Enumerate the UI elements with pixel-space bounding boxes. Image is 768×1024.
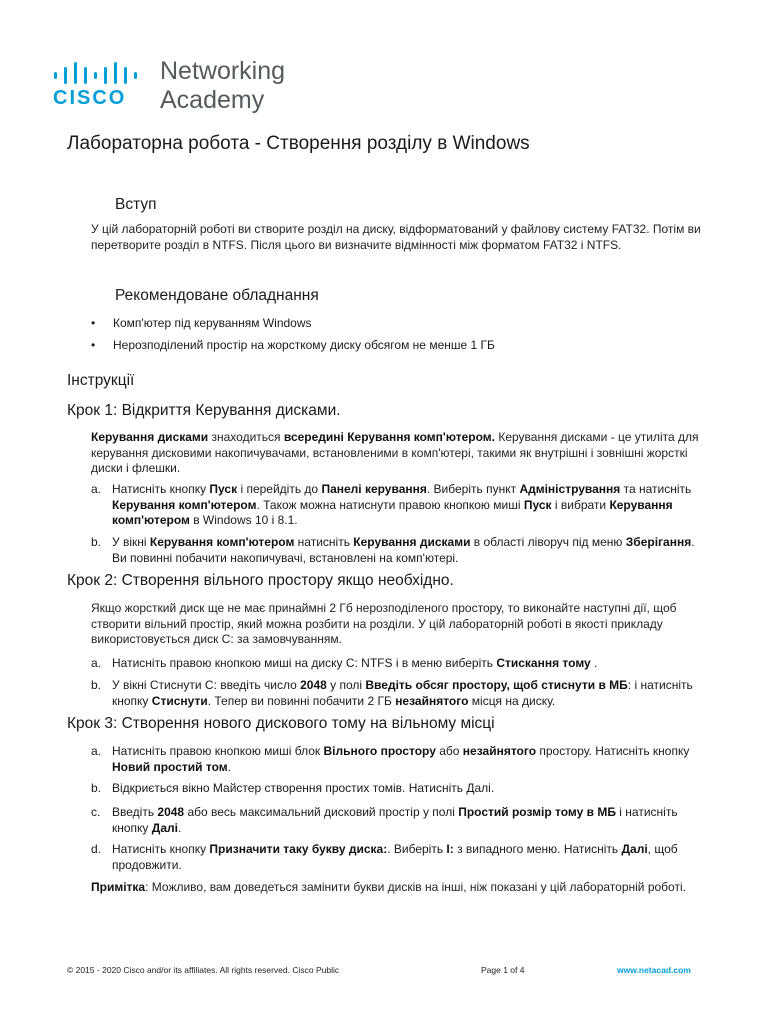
step2-item-b: У вікні Стиснути C: введіть число 2048 у полі Введіть обсяг простору, щоб стиснути в МБ: і натисніть кнопку Стиснути. Тепер ви повинні побачити 2 ГБ незайнятого місця на диску. [112, 678, 693, 708]
step3-item-b: Відкриється вікно Майстер створення простих томів. Натисніть Далі. [112, 781, 495, 795]
step1-item-a: Натисніть кнопку Пуск і перейдіть до Панелі керування. Виберіть пункт Адміністрування та натисніть Керування комп'ютером. Також можна натиснути правою кнопкою миші Пуск і вибрати Керування комп'ютером в Windows 10 і 8.1. [112, 482, 692, 527]
cisco-bars-icon [53, 60, 137, 86]
intro-text: У цій лабораторній роботі ви створите розділ на диску, відформатований у файлову систему FAT32. Потім ви перетворите розділ в NTFS. Після цього ви визначите відмінності між форматом FAT32 і NTFS. [91, 222, 701, 252]
step1-item-b: У вікні Керування комп'ютером натисніть Керування дисками в області ліворуч під меню Зберігання. Ви повинні побачити накопичувачі, встановлені на комп'ютері. [112, 535, 695, 565]
footer-url-link[interactable]: www.netacad.com [617, 965, 691, 975]
equipment-heading: Рекомендоване обладнання [115, 287, 319, 304]
intro-heading: Вступ [115, 196, 157, 213]
list-marker: a. [91, 744, 102, 758]
step2-item-a: Натисніть правою кнопкою миші на диску C: NTFS і в меню виберіть Стискання тому . [112, 656, 598, 670]
step3-item-a: Натисніть правою кнопкою миші блок Вільного простору або незайнятого простору. Натисніть кнопку Новий простий том. [112, 744, 690, 774]
list-marker: d. [91, 842, 102, 856]
logo-academy-text: Academy [160, 86, 265, 114]
bullet-icon: • [91, 316, 96, 330]
step2-paragraph: Якщо жорсткий диск ще не має принаймні 2 Гб нерозподіленого простору, то виконайте наступні дії, щоб створити вільний простір, який можна розбити на розділи. У цій лабораторній роботі в якості прикладу використовується диск C: за замовчуванням. [91, 601, 677, 646]
step3-note: Примітка: Можливо, вам доведеться замінити букви дисків на інші, ніж показані у цій лабораторній роботі. [91, 880, 686, 894]
list-marker: a. [91, 656, 102, 670]
step3-item-c: Введіть 2048 або весь максимальний дисковий простір у полі Простий розмір тому в МБ і натисніть кнопку Далі. [112, 805, 678, 835]
list-marker: c. [91, 805, 101, 819]
bullet-icon: • [91, 338, 96, 352]
list-marker: b. [91, 535, 102, 549]
list-marker: a. [91, 482, 102, 496]
step1-paragraph: Керування дисками знаходиться всередині Керування комп'ютером. Керування дисками - це утиліта для керування дисковими накопичувачами, встановленими в комп'ютері, такими як внутрішні і зовнішні жорсткі диски і флешки. [91, 430, 699, 475]
step3-heading: Крок 3: Створення нового дискового тому на вільному місці [67, 715, 495, 732]
step3-item-d: Натисніть кнопку Призначити таку букву диска:. Виберіть I: з випадного меню. Натисніть Далі, щоб продовжити. [112, 842, 678, 872]
logo-networking-text: Networking [160, 57, 286, 85]
footer-page-number: Page 1 of 4 [481, 965, 525, 975]
step1-heading: Крок 1: Відкриття Керування дисками. [67, 402, 341, 419]
equipment-item-text: Комп'ютер під керуванням Windows [113, 316, 312, 330]
document-title: Лабораторна робота - Створення розділу в Windows [67, 133, 530, 154]
step2-heading: Крок 2: Створення вільного простору якщо необхідно. [67, 572, 454, 589]
list-marker: b. [91, 678, 102, 692]
cisco-wordmark: CISCO [53, 87, 127, 109]
equipment-item-text: Нерозподілений простір на жорсткому диску обсягом не менше 1 ГБ [113, 338, 495, 352]
instructions-heading: Інструкції [67, 372, 135, 389]
footer-copyright: © 2015 - 2020 Cisco and/or its affiliates. All rights reserved. Cisco Public [67, 965, 340, 975]
list-marker: b. [91, 781, 102, 795]
